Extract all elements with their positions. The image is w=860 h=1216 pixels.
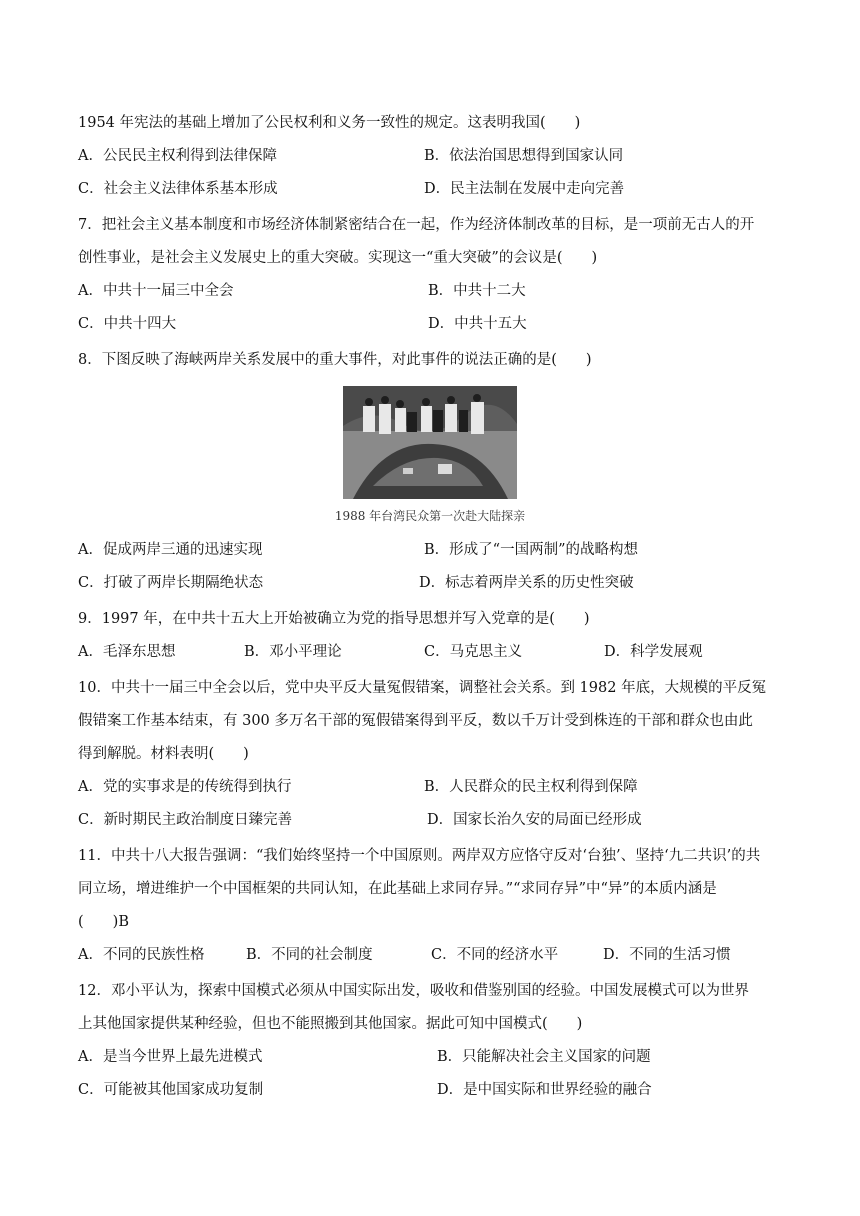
- q6-stem: 1954 年宪法的基础上增加了公民权利和义务一致性的规定。这表明我国( ): [78, 115, 581, 131]
- q8-photo-illustration: [343, 386, 517, 499]
- q9-option-d: D．科学发展观: [604, 644, 703, 660]
- q11-option-b: B．不同的社会制度: [246, 947, 373, 963]
- q8-photo-caption: 1988 年台湾民众第一次赴大陆探亲: [334, 509, 526, 523]
- q7-option-c: C．中共十四大: [78, 316, 177, 332]
- q6-option-a: A．公民民主权利得到法律保障: [78, 148, 277, 164]
- q11-option-c: C．不同的经济水平: [431, 947, 559, 963]
- q11-stem-line1: 11．中共十八大报告强调：“我们始终坚持一个中国原则。两岸双方应恪守反对‘台独’、坚持‘九二共识’的共: [78, 848, 761, 864]
- q12-option-d: D．是中国实际和世界经验的融合: [437, 1082, 652, 1098]
- q6-option-d: D．民主法制在发展中走向完善: [424, 181, 625, 197]
- q7-option-b: B．中共十二大: [428, 283, 526, 299]
- q9-option-c: C．马克思主义: [424, 644, 523, 660]
- q12-stem-line2: 上其他国家提供某种经验，但也不能照搬到其他国家。据此可知中国模式( ): [78, 1016, 583, 1032]
- q6-option-c: C．社会主义法律体系基本形成: [78, 181, 278, 197]
- q12-stem-line1: 12．邓小平认为，探索中国模式必须从中国实际出发，吸收和借鉴别国的经验。中国发展模式可以为世界: [78, 983, 749, 999]
- q7-option-d: D．中共十五大: [428, 316, 527, 332]
- q12-option-b: B．只能解决社会主义国家的问题: [437, 1049, 651, 1065]
- q9-stem: 9．1997 年，在中共十五大上开始被确立为党的指导思想并写入党章的是( ): [78, 611, 590, 627]
- q11-stem-line2: 同立场，增进维护一个中国框架的共同认知，在此基础上求同存异。”“求同存异”中“异”的本质内涵是: [78, 881, 717, 897]
- q10-stem-line3: 得到解脱。材料表明( ): [78, 746, 249, 762]
- q8-option-a: A．促成两岸三通的迅速实现: [78, 542, 263, 558]
- q8-option-d: D．标志着两岸关系的历史性突破: [419, 575, 634, 591]
- q6-option-b: B．依法治国思想得到国家认同: [424, 148, 624, 164]
- q8-option-c: C．打破了两岸长期隔绝状态: [78, 575, 264, 591]
- q8-photo: [343, 386, 517, 499]
- q10-option-d: D．国家长治久安的局面已经形成: [427, 812, 642, 828]
- q11-stem-line3: ( )B: [78, 914, 129, 930]
- q10-option-c: C．新时期民主政治制度日臻完善: [78, 812, 293, 828]
- q9-option-b: B．邓小平理论: [244, 644, 342, 660]
- q8-stem: 8．下图反映了海峡两岸关系发展中的重大事件，对此事件的说法正确的是( ): [78, 352, 592, 368]
- q11-option-d: D．不同的生活习惯: [603, 947, 731, 963]
- q11-option-a: A．不同的民族性格: [78, 947, 205, 963]
- q7-stem-line2: 创性事业，是社会主义发展史上的重大突破。实现这一“重大突破”的会议是( ): [78, 250, 598, 266]
- q10-option-b: B．人民群众的民主权利得到保障: [424, 779, 638, 795]
- q10-option-a: A．党的实事求是的传统得到执行: [78, 779, 292, 795]
- q9-option-a: A．毛泽东思想: [78, 644, 176, 660]
- q12-option-c: C．可能被其他国家成功复制: [78, 1082, 264, 1098]
- q10-stem-line1: 10．中共十一届三中全会以后，党中央平反大量冤假错案，调整社会关系。到 1982 年底，大规模的平反冤: [78, 680, 767, 696]
- q10-stem-line2: 假错案工作基本结束，有 300 多万名干部的冤假错案得到平反，数以千万计受到株连的干部和群众也由此: [78, 713, 753, 729]
- q7-option-a: A．中共十一届三中全会: [78, 283, 234, 299]
- q7-stem-line1: 7．把社会主义基本制度和市场经济体制紧密结合在一起，作为经济体制改革的目标，是一项前无古人的开: [78, 217, 755, 233]
- q12-option-a: A．是当今世界上最先进模式: [78, 1049, 263, 1065]
- q8-option-b: B．形成了“一国两制”的战略构想: [424, 542, 638, 558]
